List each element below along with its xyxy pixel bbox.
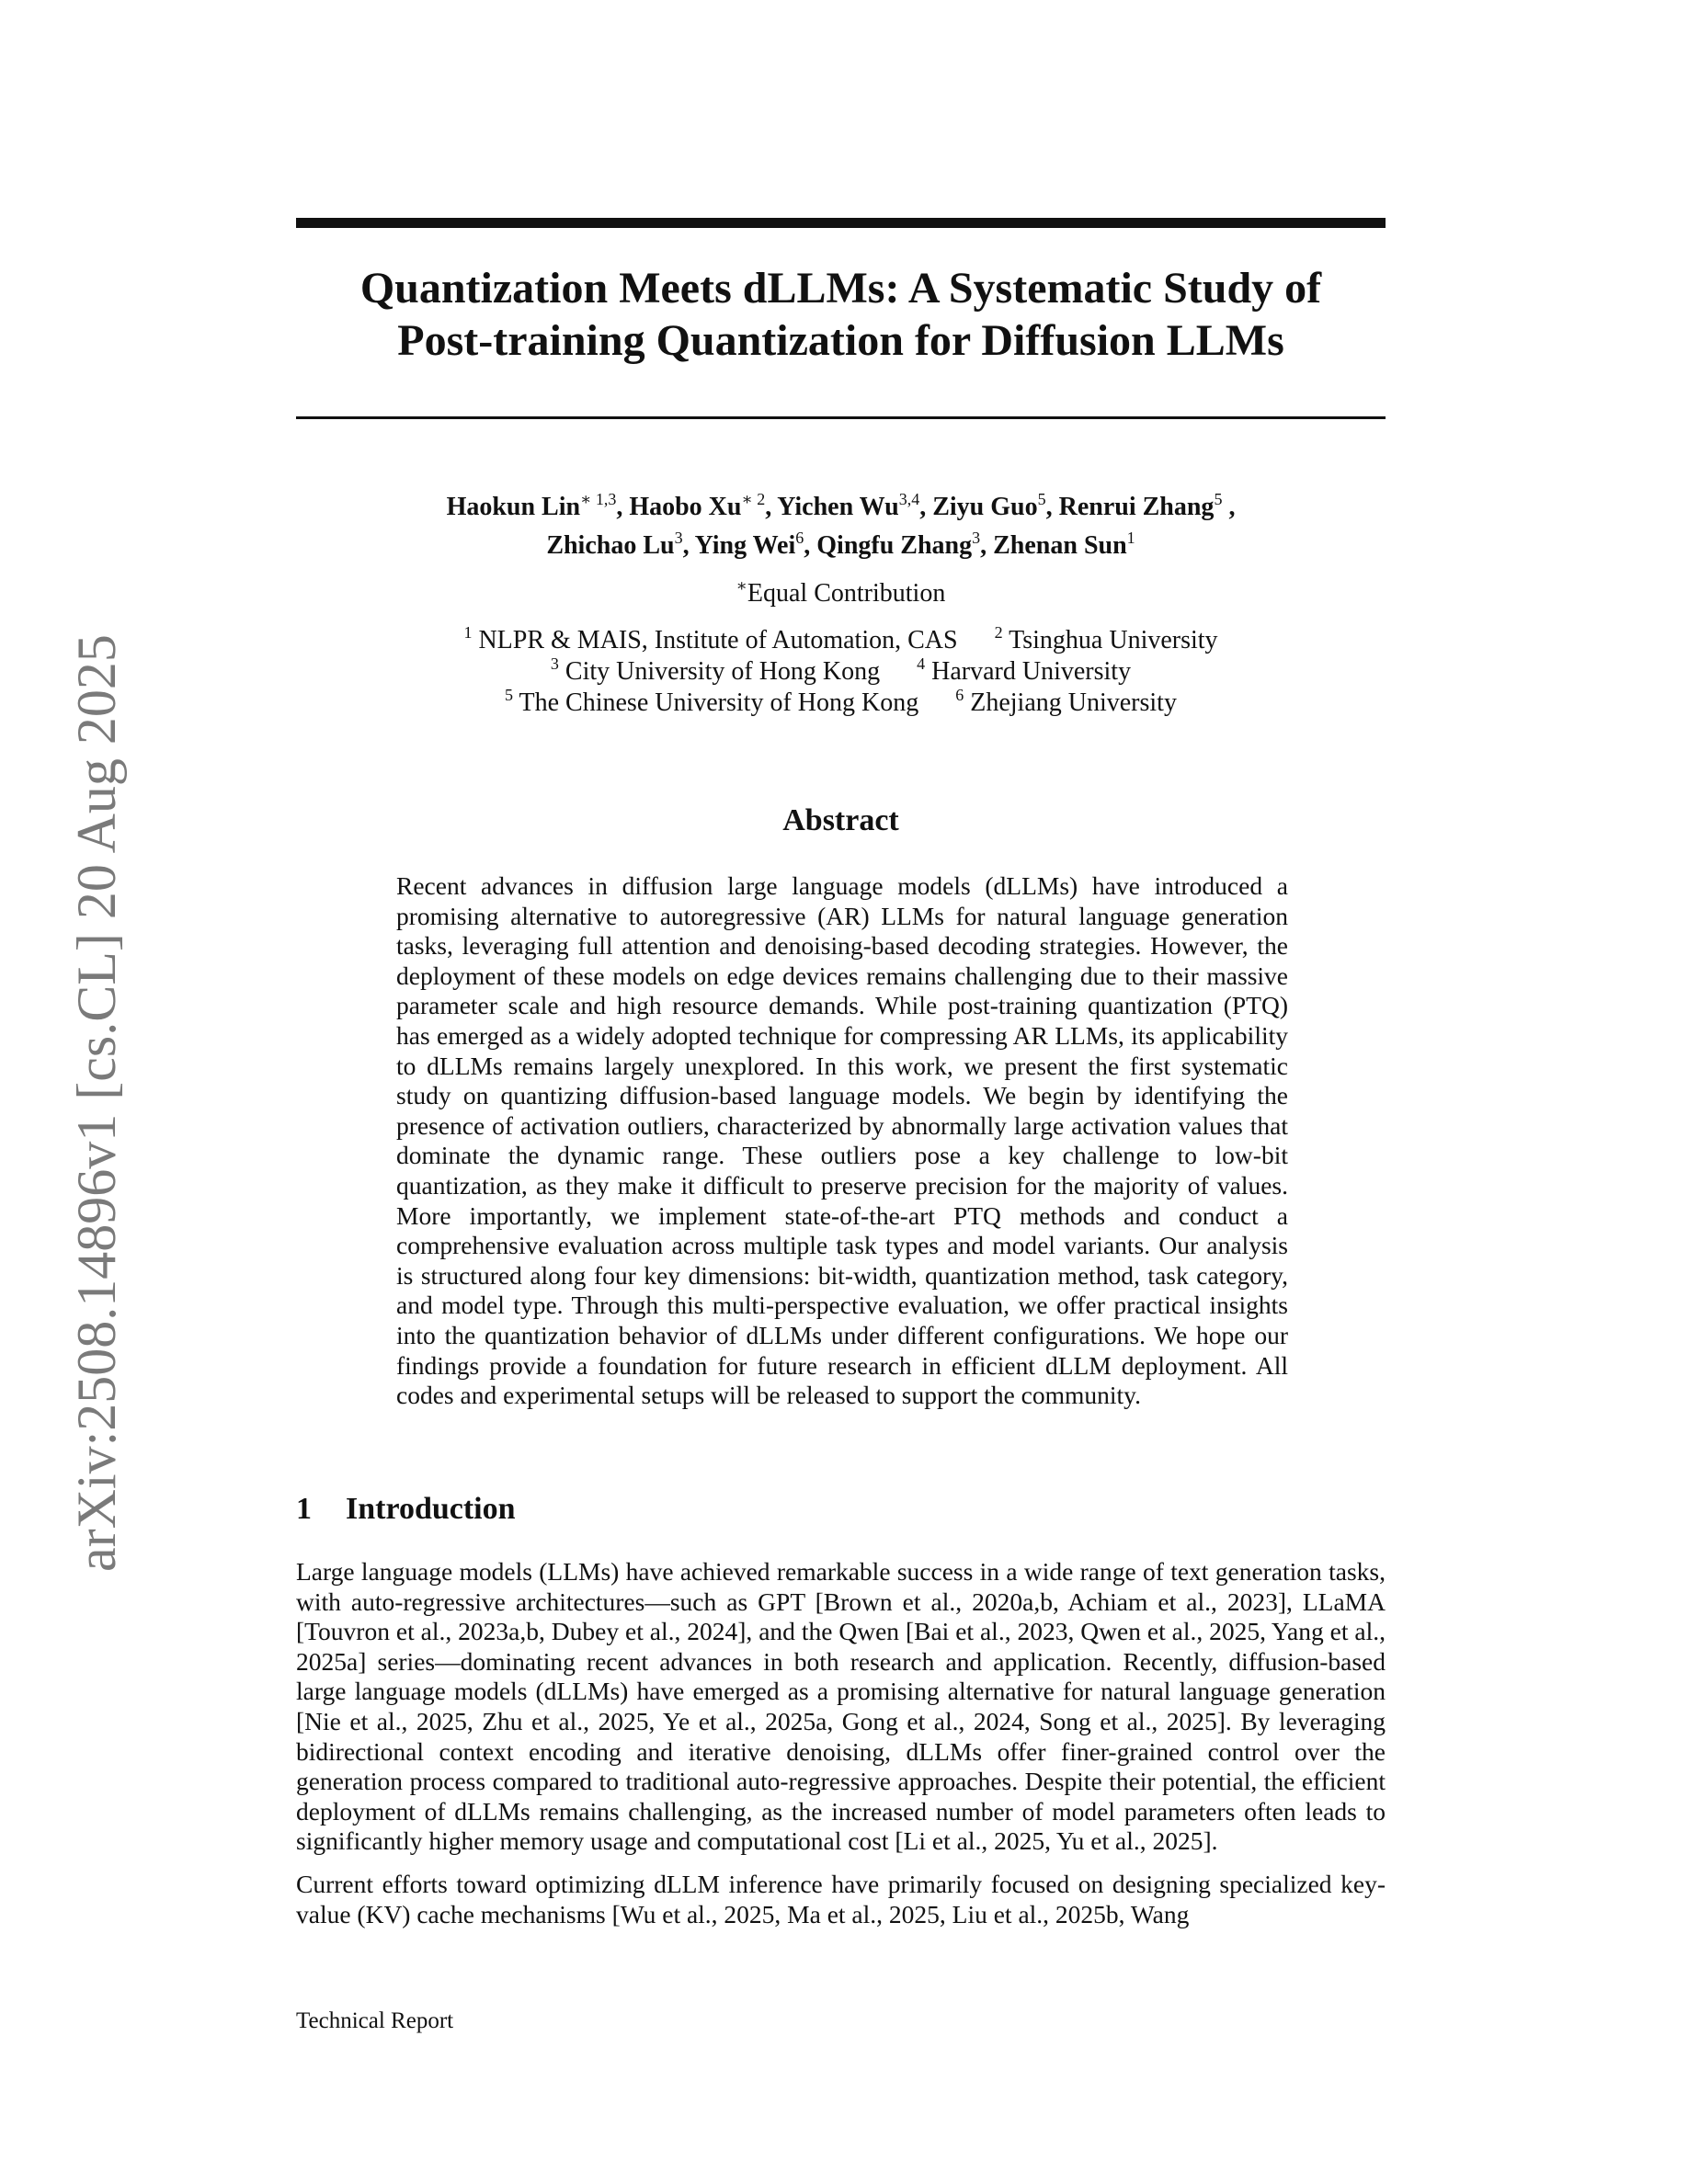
- author-name: Haobo Xu: [629, 493, 742, 521]
- author-name: Qingfu Zhang: [816, 531, 973, 560]
- title-line-2: Post-training Quantization for Diffusion LLMs: [397, 316, 1284, 365]
- affiliation-name: Tsinghua University: [1009, 626, 1218, 654]
- affiliation-row: [296, 656, 1386, 688]
- author-separator: ,: [980, 531, 994, 560]
- affiliation-number: 3: [550, 654, 559, 673]
- section-number: 1: [296, 1492, 312, 1526]
- author-separator: ,: [804, 531, 817, 560]
- affiliation-name: The Chinese University of Hong Kong: [519, 688, 919, 717]
- author-affil-mark: ∗ 2: [741, 490, 766, 508]
- author-affil-mark: 3,4: [898, 490, 920, 508]
- affiliation-row: [296, 625, 1386, 656]
- author-name: Ziyu Guo: [932, 493, 1038, 521]
- equal-contribution-mark: ∗: [736, 576, 747, 595]
- equal-contribution-text: Equal Contribution: [747, 579, 946, 608]
- author-separator: ,: [765, 493, 778, 521]
- author-affil-mark: 1: [1126, 529, 1135, 547]
- affiliation-list: [296, 625, 1386, 719]
- author-affil-mark: 3: [972, 529, 981, 547]
- author-affil-mark: 5: [1037, 490, 1046, 508]
- author-affil-mark: 3: [674, 529, 683, 547]
- affiliation-number: 5: [505, 686, 514, 704]
- author-affil-mark: 6: [795, 529, 804, 547]
- equal-contribution-note: [296, 577, 1386, 610]
- section-title: Introduction: [346, 1492, 516, 1526]
- author-list: [296, 488, 1386, 565]
- introduction-body: [296, 1557, 1386, 1942]
- author-separator: ,: [1222, 493, 1236, 521]
- section-heading-introduction: [296, 1491, 1386, 1528]
- author-separator: ,: [616, 493, 630, 521]
- arxiv-identifier: arXiv:2508.14896v1 [cs.CL] 20 Aug 2025: [66, 634, 127, 1572]
- author-name: Zhichao Lu: [546, 531, 675, 560]
- author-separator: ,: [682, 531, 695, 560]
- title-bottom-rule: [296, 416, 1386, 419]
- author-affil-mark: 5: [1214, 490, 1223, 508]
- affiliation-row: [296, 688, 1386, 719]
- title-top-rule: [296, 218, 1386, 228]
- author-affil-mark: ∗ 1,3: [580, 490, 617, 508]
- abstract-heading: Abstract: [782, 803, 899, 837]
- affiliation-name: City University of Hong Kong: [565, 657, 881, 686]
- affiliation-name: Harvard University: [931, 657, 1132, 686]
- paper-title: [296, 262, 1386, 367]
- affiliation-number: 4: [917, 654, 926, 673]
- affiliation-number: 1: [463, 623, 473, 642]
- title-line-1: Quantization Meets dLLMs: A Systematic Study of: [359, 264, 1322, 313]
- affiliation-name: Zhejiang University: [970, 688, 1177, 717]
- intro-paragraph-1: Large language models (LLMs) have achieved remarkable success in a wide range of text generation tasks, with auto-regressive architectures—such as GPT [Brown et al., 2020a,b, Achiam et al., 2023], LLaMA [Touvron et al., 2023a,b, Dubey et al., 2024], and the Qwen [Bai et al., 2023, Qwen et al., 2025, Yang et al., 2025a] series—dominating recent advances in both research and application. Recently, diffusion-based large language models (dLLMs) have emerged as a promising alternative for natural language generation [Nie et al., 2025, Zhu et al., 2025, Ye et al., 2025a, Gong et al., 2024, Song et al., 2025]. By leveraging bidirectional context encoding and iterative denoising, dLLMs offer finer-grained control over the generation process compared to traditional auto-regressive approaches. Despite their potential, the efficient deployment of dLLMs remains challenging, as the increased number of model parameters often leads to significantly higher memory usage and computational cost [Li et al., 2025, Yu et al., 2025].: [296, 1557, 1386, 1856]
- affiliation-number: 6: [955, 686, 964, 704]
- abstract-body: Recent advances in diffusion large language models (dLLMs) have introduced a promising alternative to autoregressive (AR) LLMs for natural language generation tasks, leveraging full attention and denoising-based decoding strategies. However, the deployment of these models on edge devices remains challenging due to their massive parameter scale and high resource demands. While post-training quantization (PTQ) has emerged as a widely adopted technique for compressing AR LLMs, its applicability to dLLMs remains largely unexplored. In this work, we present the first systematic study on quantizing diffusion-based language models. We begin by identifying the presence of activation outliers, characterized by abnormally large activation values that dominate the dynamic range. These outliers pose a key challenge to low-bit quantization, as they make it difficult to preserve precision for the majority of values. More importantly, we implement state-of-the-art PTQ methods and conduct a comprehensive evaluation across multiple task types and model variants. Our analysis is structured along four key dimensions: bit-width, quantization method, task category, and model type. Through this multi-perspective evaluation, we offer practical insights into the quantization behavior of dLLMs under different configurations. We hope our findings provide a foundation for future research in efficient dLLM deployment. All codes and experimental setups will be released to support the community.: [396, 871, 1288, 1410]
- author-name: Haokun Lin: [446, 493, 581, 521]
- author-name: Ying Wei: [694, 531, 796, 560]
- author-separator: ,: [919, 493, 933, 521]
- author-separator: ,: [1045, 493, 1059, 521]
- page-footer: Technical Report: [296, 2008, 454, 2033]
- author-name: Renrui Zhang: [1058, 493, 1215, 521]
- author-line-2: [296, 527, 1386, 565]
- author-name: Yichen Wu: [777, 493, 899, 521]
- intro-paragraph-2: Current efforts toward optimizing dLLM inference have primarily focused on designing specialized key-value (KV) cache mechanisms [Wu et al., 2025, Ma et al., 2025, Liu et al., 2025b, Wang: [296, 1869, 1386, 1928]
- affiliation-number: 2: [994, 623, 1003, 642]
- affiliation-name: NLPR & MAIS, Institute of Automation, CAS: [478, 626, 958, 654]
- author-name: Zhenan Sun: [993, 531, 1127, 560]
- author-line-1: [296, 488, 1386, 527]
